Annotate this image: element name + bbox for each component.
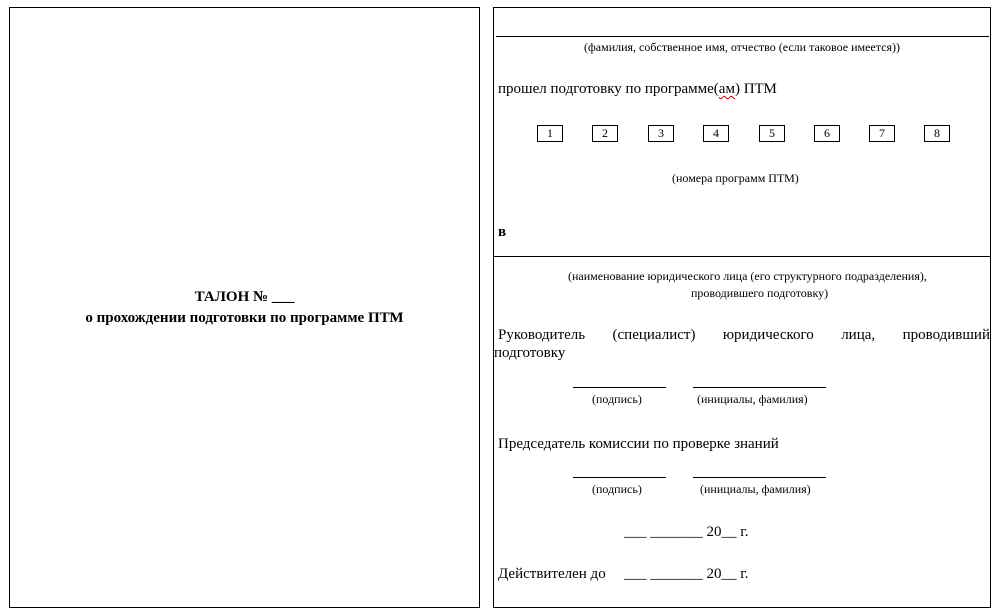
org-caption-line2: проводившего подготовку) [691, 286, 829, 300]
signature-line [573, 387, 666, 388]
signature-caption: (подпись) [592, 482, 642, 496]
head-text: Руководитель (специалист) юридического лица, проводивший [498, 327, 990, 343]
program-number-box: 3 [648, 125, 674, 142]
head-text-line1 [498, 327, 990, 344]
programs-caption: (номера программ ПТМ) [672, 171, 799, 185]
program-number-box: 4 [703, 125, 729, 142]
chair-text: Председатель комиссии по проверке знаний [498, 436, 779, 452]
passed-end: ) ПТМ [734, 81, 777, 97]
program-number-box: 6 [814, 125, 840, 142]
initials-caption: (инициалы, фамилия) [697, 392, 808, 406]
date-text: ___ _______ 20__ г. [624, 524, 749, 540]
passed-prefix: прошел подготовку по программе( [498, 81, 719, 97]
program-number-box: 2 [592, 125, 618, 142]
in-label: в [498, 224, 507, 240]
fio-line [496, 36, 989, 37]
talon-details-panel [493, 7, 991, 608]
signature-caption: (подпись) [592, 392, 642, 406]
talon-title: ТАЛОН № ___ [194, 289, 295, 305]
signature-line [573, 477, 666, 478]
org-caption-line1: (наименование юридического лица (его структурного подразделения), [568, 269, 927, 283]
talon-cover-panel [9, 7, 480, 608]
program-number-box: 1 [537, 125, 563, 142]
program-number-box: 5 [759, 125, 785, 142]
initials-line [693, 387, 826, 388]
passed-suffix-marked: ам [718, 81, 735, 97]
program-number-box: 7 [869, 125, 895, 142]
initials-caption: (инициалы, фамилия) [700, 482, 811, 496]
valid-date: ___ _______ 20__ г. [624, 566, 749, 582]
head-text-line2: подготовку [494, 345, 566, 361]
program-number-box: 8 [924, 125, 950, 142]
valid-label: Действителен до [498, 566, 606, 582]
talon-subtitle: о прохождении подготовки по программе ПТМ [85, 310, 404, 326]
fio-caption: (фамилия, собственное имя, отчество (если таковое имеется)) [584, 40, 900, 54]
org-line [494, 256, 990, 257]
initials-line [693, 477, 826, 478]
passed-program-text [498, 81, 777, 98]
